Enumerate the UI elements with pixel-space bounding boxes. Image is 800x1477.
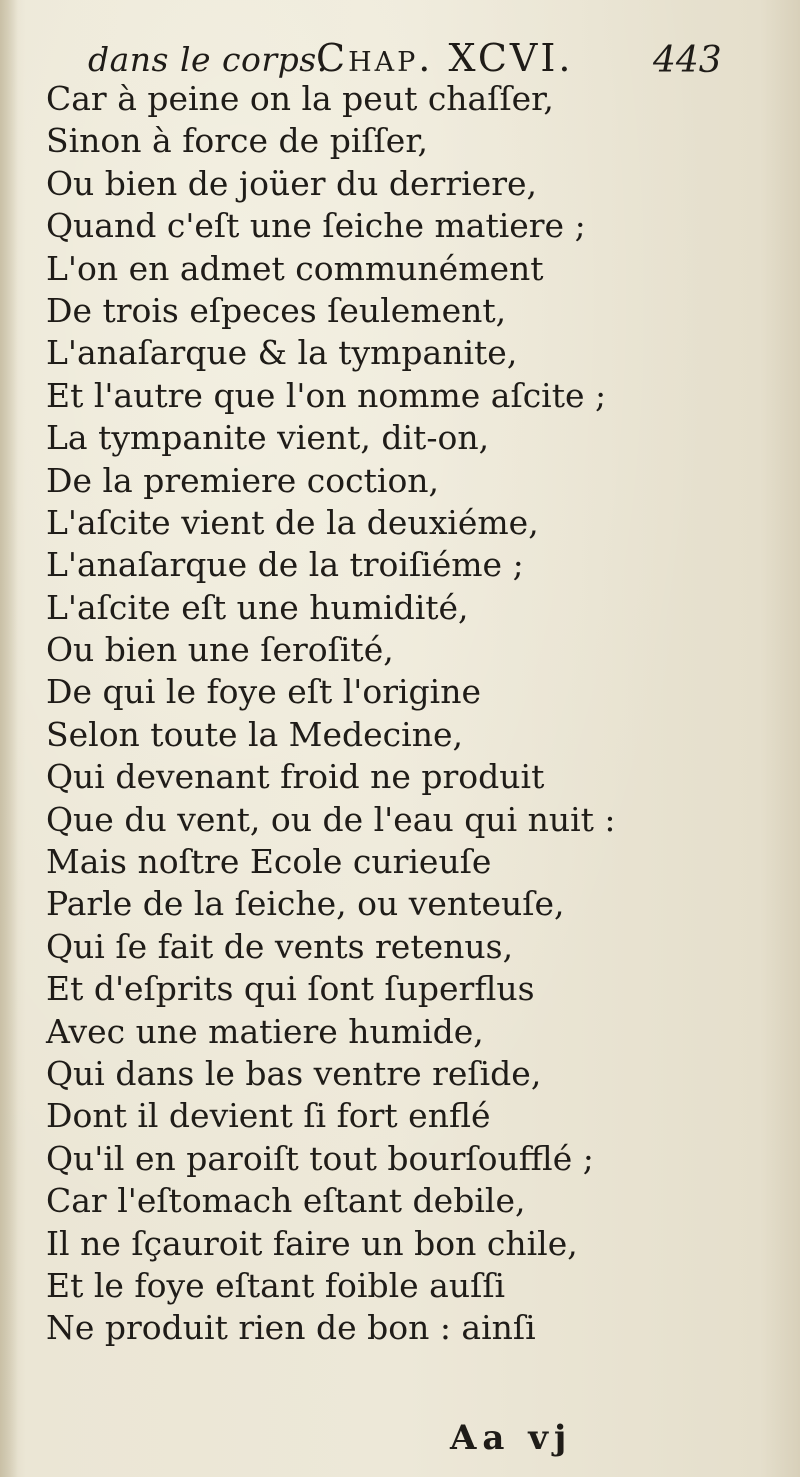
chapter-heading: Chap. XCVI. — [316, 36, 574, 80]
verse-body — [46, 78, 686, 1350]
page-number: 443 — [653, 40, 722, 81]
verse-line: La tympanite vient, dit-on, — [46, 418, 490, 458]
verse-line: Ne produit rien de bon : ainſi — [46, 1308, 536, 1348]
verse-line: Parle de la ſeiche, ou venteuſe, — [46, 884, 565, 924]
verse-line: Et d'eſprits qui ſont ſuperflus — [46, 969, 535, 1009]
signature-mark: Aa vj — [450, 1418, 573, 1458]
verse-line: Qui ſe fait de vents retenus, — [46, 926, 514, 966]
verse-line: Avec une matiere humide, — [46, 1011, 484, 1051]
verse-line: L'aſcite eſt une humidité, — [46, 587, 469, 627]
verse-line: Dont il devient ſi fort enflé — [46, 1096, 491, 1136]
verse-line: Ou bien de joüer du derriere, — [46, 163, 537, 203]
verse-line: Que du vent, ou de l'eau qui nuit : — [46, 799, 616, 839]
running-head: dans le corps. — [88, 40, 328, 79]
verse-line: L'anaſarque & la tympanite, — [46, 333, 518, 373]
page-gutter-shadow — [0, 0, 18, 1477]
verse-line: Selon toute la Medecine, — [46, 714, 463, 754]
verse-line: Car à peine on la peut chaſſer, — [46, 79, 554, 118]
verse-line: Et le foye eſtant foible auſſi — [46, 1265, 506, 1305]
verse-line: L'on en admet communément — [46, 248, 544, 288]
verse-line: Qu'il en paroiſt tout bourſoufflé ; — [46, 1138, 594, 1178]
verse-line: De trois eſpeces ſeulement, — [46, 290, 507, 330]
verse-line: Qui dans le bas ventre reſide, — [46, 1053, 542, 1093]
verse-line: Quand c'eſt une ſeiche matiere ; — [46, 206, 586, 246]
verse-line: L'anaſarque de la troiſiéme ; — [46, 545, 524, 585]
verse-line: De qui le foye eſt l'origine — [46, 672, 481, 712]
verse-line: Qui devenant froid ne produit — [46, 757, 545, 797]
verse-line: Et l'autre que l'on nomme aſcite ; — [46, 375, 607, 415]
verse-line: Ou bien une ſeroſité, — [46, 630, 394, 670]
verse-line: Il ne ſçauroit faire un bon chile, — [46, 1223, 578, 1263]
verse-line: Car l'eſtomach eſtant debile, — [46, 1181, 526, 1221]
verse-line: Sinon à force de piſſer, — [46, 121, 428, 161]
verse-line: De la premiere coction, — [46, 460, 440, 500]
verse-line: L'aſcite vient de la deuxiéme, — [46, 502, 539, 542]
verse-line: Mais noſtre Ecole curieuſe — [46, 842, 492, 882]
